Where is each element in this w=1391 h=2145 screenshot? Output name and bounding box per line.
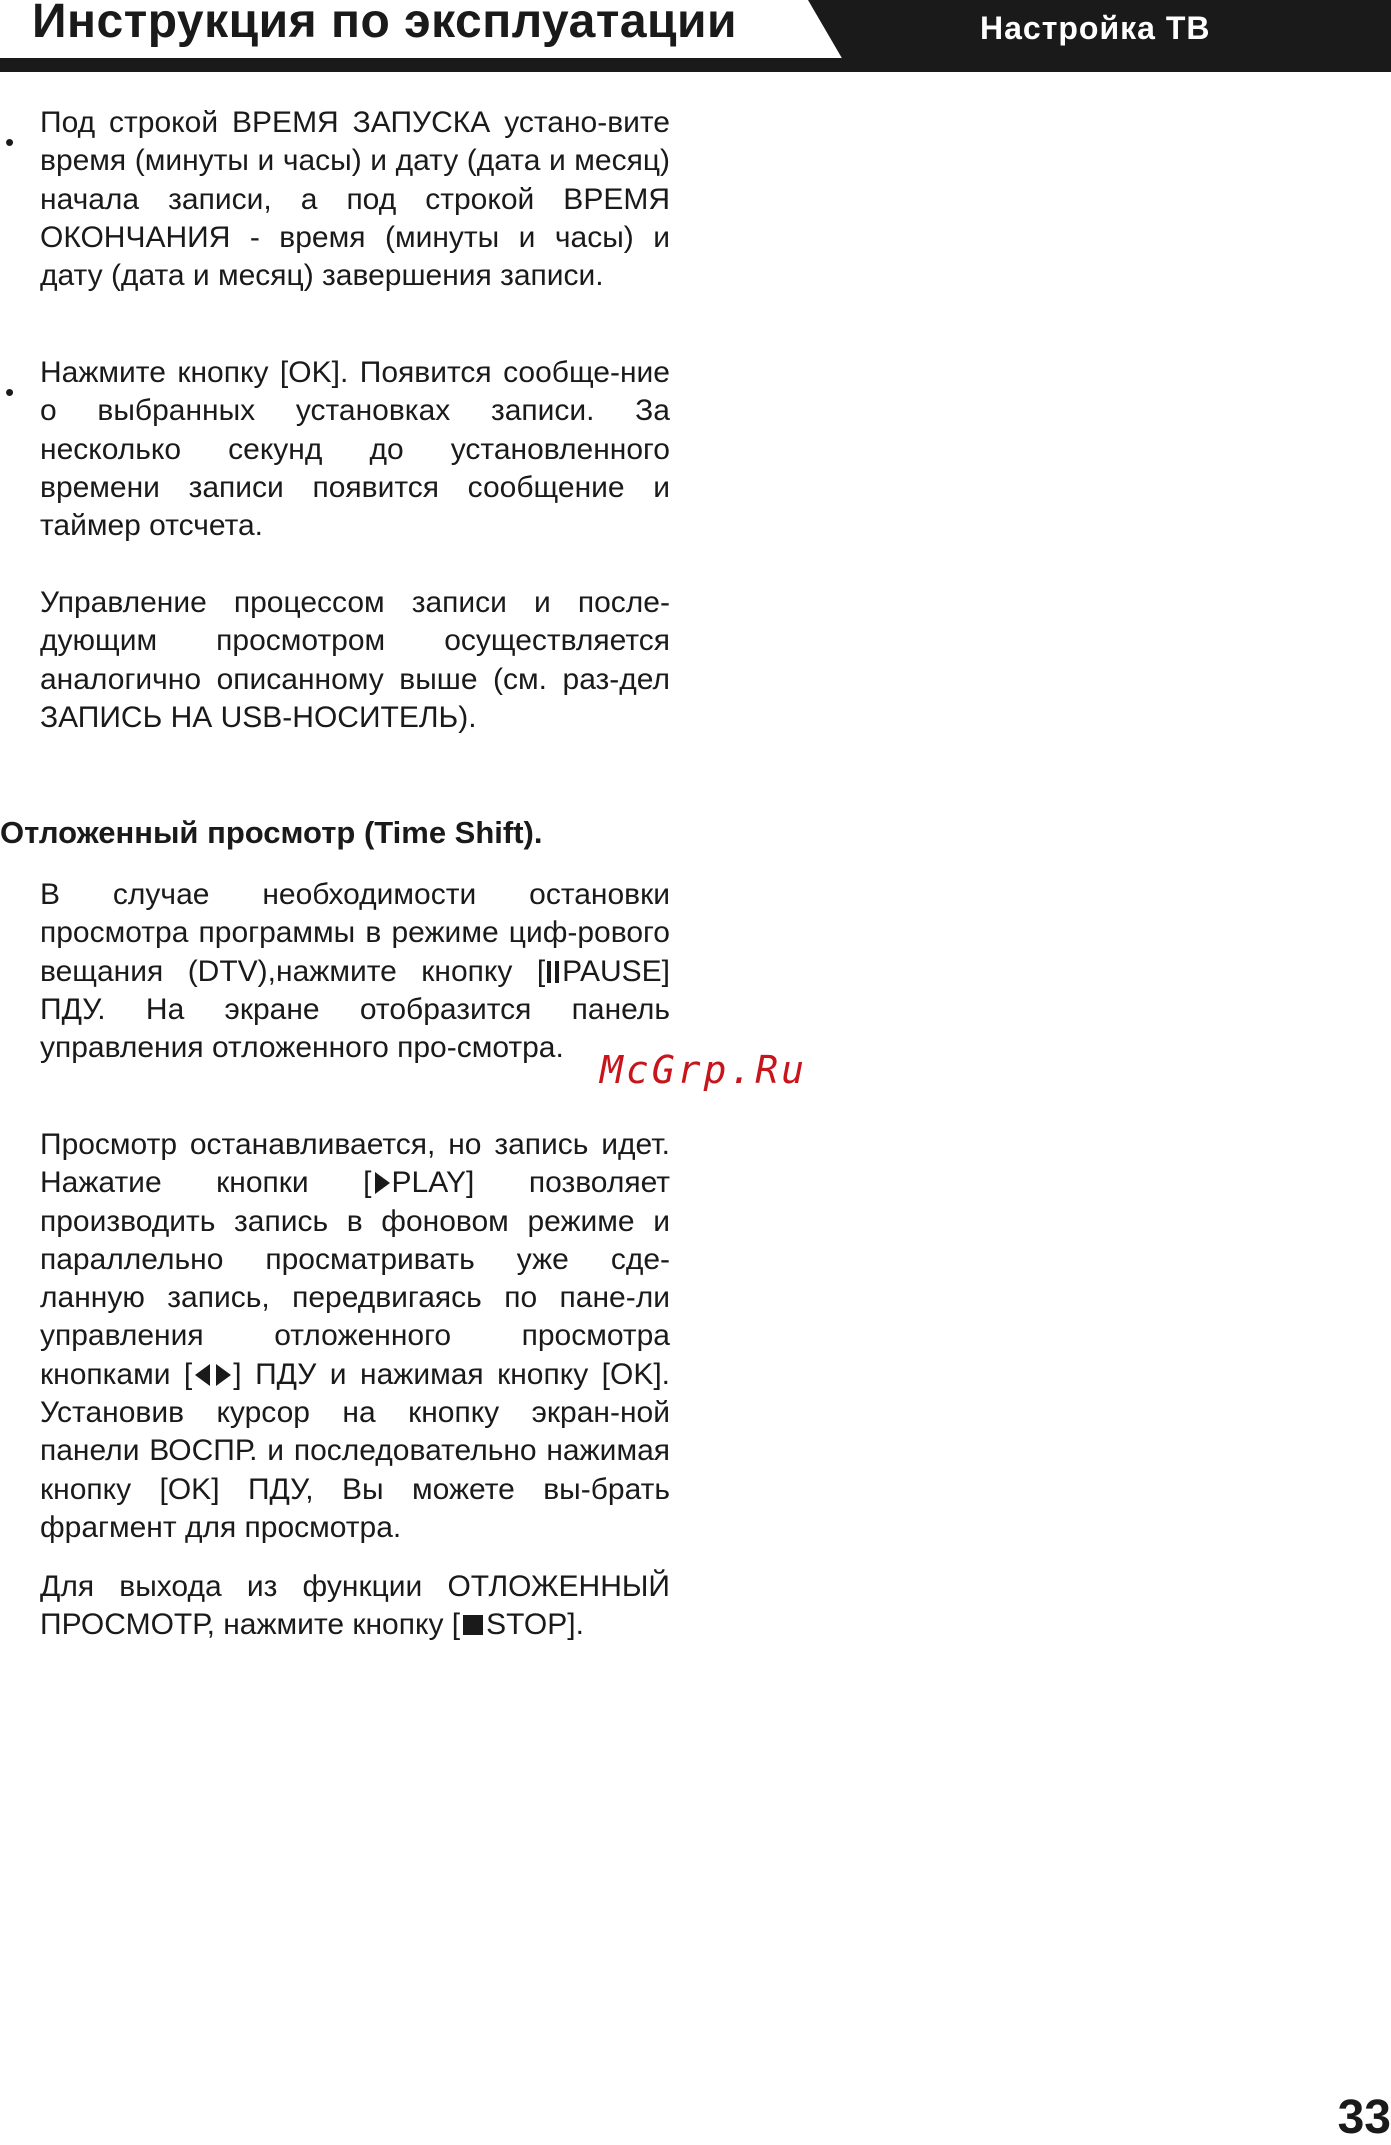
arrow-right-icon [216, 1364, 231, 1386]
bullet-marker: • [5, 377, 15, 407]
bullet-marker: • [5, 127, 15, 157]
bullet-start-time: Под строкой ВРЕМЯ ЗАПУСКА устано-вите время (минуты и часы) и дату (дата и месяц) начала записи, а под строкой ВРЕМЯ ОКОНЧАНИЯ - время (минуты и часы) и дату (дата и месяц) завершения записи. [40, 106, 670, 293]
page-number: 33 [1337, 2091, 1391, 2144]
text-run: ]. [567, 1608, 584, 1642]
text-run: В случае необходимости остановки просмотра программы в режиме циф-рового вещания (DTV),нажмите кнопку [ [40, 878, 670, 988]
watermark: McGrp.Ru [600, 1048, 808, 1092]
section-heading-time-shift: Отложенный просмотр (Time Shift). [0, 815, 543, 850]
document-title: Инструкция по эксплуатации [32, 0, 738, 48]
pause-icon [547, 961, 559, 983]
paragraph-recording-control: Управление процессом записи и после-дующим просмотром осуществляется аналогично описанному выше (см. раз-дел ЗАПИСЬ НА USB-НОСИТЕЛЬ). [40, 586, 670, 734]
text-run: ] позволяет производить запись в фоновом режиме и параллельно просматривать уже сде-ланную запись, передвигаясь по пане-ли управления отложенного просмотра кнопками [ [40, 1166, 670, 1391]
text-run: Просмотр останавливается, но запись идет. Нажатие кнопки [ [40, 1128, 670, 1200]
paragraph-time-shift-play [40, 1126, 670, 1547]
text-run: ] ПДУ. На экране отобразится панель управления отложенного про-смотра. [40, 954, 670, 1065]
bullet-press-ok: Нажмите кнопку [OK]. Появится сообще-ние о выбранных установках записи. За несколько секунд до установленного времени записи появится сообщение и таймер отсчета. [40, 356, 670, 543]
stop-icon [463, 1615, 483, 1635]
paragraph-time-shift-pause [40, 876, 670, 1067]
arrow-left-icon [195, 1364, 210, 1386]
button-label-pause: PAUSE [562, 954, 662, 988]
button-label-play: PLAY [391, 1166, 466, 1200]
section-tab-label: Настройка ТВ [980, 10, 1211, 46]
play-icon [375, 1172, 390, 1194]
text-run: ] ПДУ и нажимая кнопку [OK]. Установив курсор на кнопку экран-ной панели ВОСПР. и последовательно нажимая кнопку [OK] ПДУ, Вы можете вы-брать фрагмент для просмотра. [40, 1357, 671, 1544]
button-label-stop: STOP [486, 1608, 568, 1642]
text-run: Для выхода из функции ОТЛОЖЕННЫЙ ПРОСМОТР, нажмите кнопку [ [40, 1570, 670, 1642]
paragraph-time-shift-exit [40, 1568, 670, 1645]
